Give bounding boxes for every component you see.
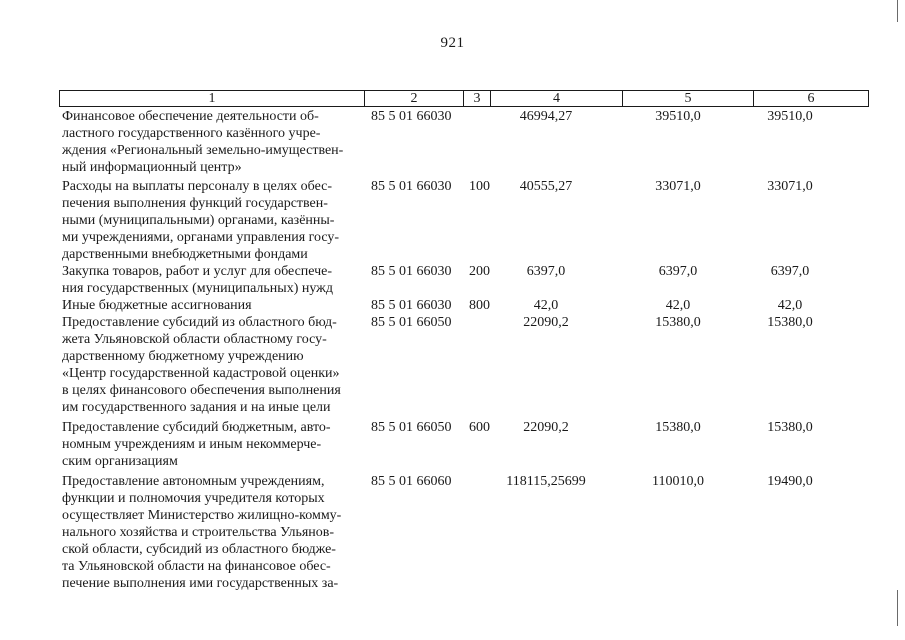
table-row (0, 178, 905, 263)
description-line: ждения «Региональный земельно-имуществен- (62, 143, 344, 158)
description-line: Расходы на выплаты персоналу в целях обес- (62, 179, 333, 194)
row-description (62, 178, 358, 263)
row-description (62, 263, 358, 297)
row-code: 85 5 01 66030 (371, 298, 452, 313)
row-description (62, 473, 358, 592)
table-row (0, 419, 905, 470)
row-code: 85 5 01 66050 (371, 420, 452, 435)
description-line: Предоставление субсидий из областного бюд- (62, 315, 337, 330)
page-edge-mark (897, 590, 898, 626)
budget-table-body (0, 108, 905, 592)
column-header-3: 3 (464, 91, 491, 107)
column-header-5: 5 (623, 91, 754, 107)
row-expense-type: 800 (469, 298, 490, 313)
description-line: печения выполнения функций государствен- (62, 196, 328, 211)
column-header-2: 2 (365, 91, 464, 107)
row-expense-type: 600 (469, 420, 490, 435)
table-row (0, 263, 905, 297)
table-row (0, 473, 905, 592)
row-value-col5: 42,0 (665, 298, 691, 313)
table-row (0, 297, 905, 314)
description-line: номным учреждениям и иным некоммерче- (62, 437, 322, 452)
row-value-col6: 33071,0 (767, 179, 813, 194)
column-header-1: 1 (60, 91, 365, 107)
row-description (62, 419, 358, 470)
row-value-col4: 22090,2 (523, 420, 569, 435)
column-header-4: 4 (491, 91, 623, 107)
page-number: 921 (440, 35, 465, 51)
description-line: им государственного задания и на иные цели (62, 400, 331, 415)
description-line: в целях финансового обеспечения выполнения (62, 383, 341, 398)
description-line: ластного государственного казённого учре- (62, 126, 321, 141)
row-value-col6: 19490,0 (767, 474, 813, 489)
description-line: функции и полномочия учредителя которых (62, 491, 325, 506)
description-line: печение выполнения ими государственных за- (62, 576, 339, 591)
row-value-col6: 15380,0 (767, 315, 813, 330)
row-description (62, 108, 358, 176)
row-value-col5: 110010,0 (652, 474, 704, 489)
description-line: дарственному бюджетному учреждению (62, 349, 304, 364)
row-value-col6: 39510,0 (767, 109, 813, 124)
description-line: нального хозяйства и строительства Ульянов- (62, 525, 335, 540)
row-value-col5: 33071,0 (655, 179, 701, 194)
row-value-col4: 40555,27 (519, 179, 573, 194)
row-value-col4: 22090,2 (523, 315, 569, 330)
row-value-col5: 6397,0 (658, 264, 698, 279)
description-line: ми учреждениями, органами управления госу- (62, 230, 340, 245)
row-expense-type: 200 (469, 264, 490, 279)
description-line: Предоставление автономным учреждениям, (62, 474, 325, 489)
row-description (62, 314, 358, 416)
column-header-row (60, 91, 869, 107)
description-line: дарственными внебюджетными фондами (62, 247, 308, 262)
column-header-table (59, 90, 869, 107)
row-code: 85 5 01 66030 (371, 109, 452, 124)
description-line: осуществляет Министерство жилищно-комму- (62, 508, 342, 523)
description-line: Закупка товаров, работ и услуг для обеспече- (62, 264, 333, 279)
row-value-col5: 39510,0 (655, 109, 701, 124)
row-value-col6: 6397,0 (770, 264, 810, 279)
row-value-col4: 46994,27 (519, 109, 573, 124)
description-line: жета Ульяновской области областному госу- (62, 332, 327, 347)
description-line: ским организациям (62, 454, 178, 469)
row-value-col4: 6397,0 (526, 264, 566, 279)
description-line: Предоставление субсидий бюджетным, авто- (62, 420, 331, 435)
row-value-col5: 15380,0 (655, 420, 701, 435)
row-value-col5: 15380,0 (655, 315, 701, 330)
description-line: Финансовое обеспечение деятельности об- (62, 109, 319, 124)
row-code: 85 5 01 66060 (371, 474, 452, 489)
description-line: Иные бюджетные ассигнования (62, 298, 252, 313)
description-line: ния государственных (муниципальных) нужд (62, 281, 333, 296)
row-code: 85 5 01 66030 (371, 264, 452, 279)
row-expense-type: 100 (469, 179, 490, 194)
row-value-col4: 118115,25699 (506, 474, 586, 489)
row-description (62, 297, 358, 314)
description-line: та Ульяновской области на финансовое обес- (62, 559, 331, 574)
row-code: 85 5 01 66050 (371, 315, 452, 330)
description-line: ный информационный центр» (62, 160, 242, 175)
column-header-6: 6 (754, 91, 869, 107)
page-edge-mark (897, 0, 898, 22)
row-code: 85 5 01 66030 (371, 179, 452, 194)
table-row (0, 108, 905, 176)
row-value-col6: 42,0 (777, 298, 803, 313)
description-line: ской области, субсидий из областного бюдже- (62, 542, 336, 557)
table-row (0, 314, 905, 416)
description-line: ными (муниципальными) органами, казённы- (62, 213, 335, 228)
row-value-col6: 15380,0 (767, 420, 813, 435)
description-line: «Центр государственной кадастровой оценки» (62, 366, 340, 381)
row-value-col4: 42,0 (533, 298, 559, 313)
